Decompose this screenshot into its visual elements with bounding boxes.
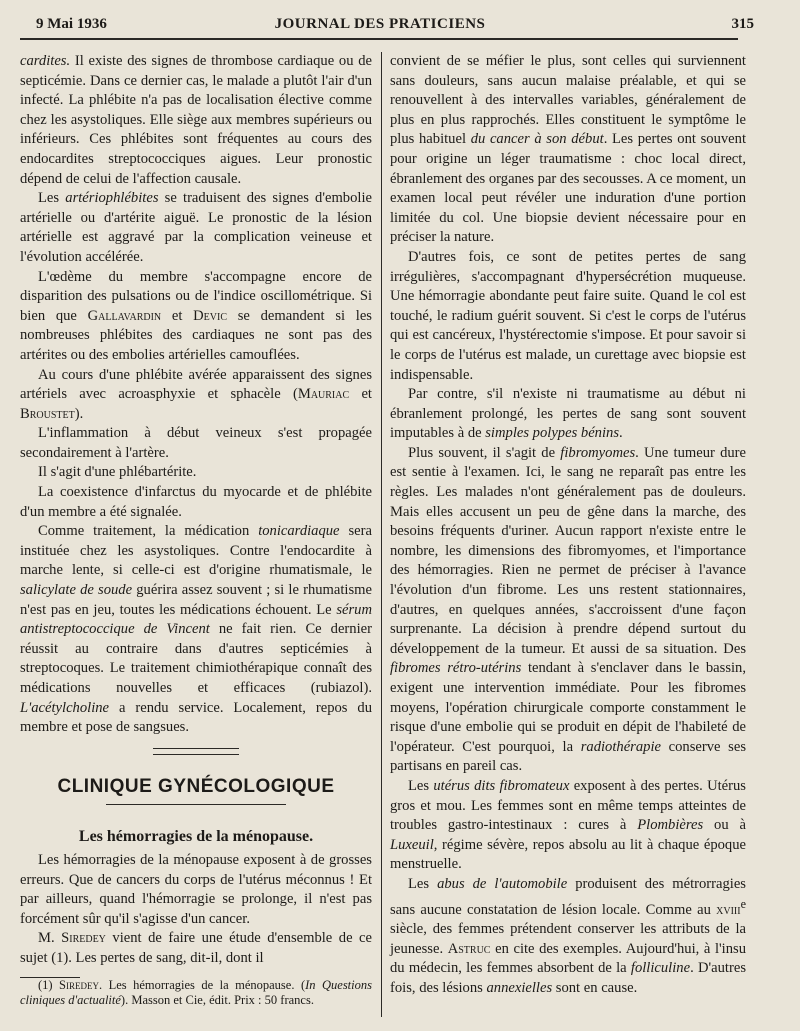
paragraph: L'inflammation à début veineux s'est propagée secondairement à l'artère. [20,425,372,461]
paragraph: Les utérus dits fibromateux exposent à des pertes. Utérus gros et mou. Les femmes sont en même temps atteintes de troubles gastro-intestinaux : cures à Plombières ou à Luxeuil, régime sévère, repos absolu au lit à chaque époque menstruelle. [390,777,746,873]
paragraph: Au cours d'une phlébite avérée apparaissent des signes artériels avec acroasphyxie et sphacèle (Mauriac et Broustet). [20,366,372,422]
section-title: CLINIQUE GYNÉCOLOGIQUE [57,775,335,797]
section-rule [106,804,286,805]
paragraph: Les abus de l'automobile produisent des métrorragies sans aucune constatation de lésion locale. Comme au xviii$^e$ siècle, des femmes prétendent conserver les attributs de la jeunesse. Astruc en cite des exemples. Aujourd'hui, à l'insu du médecin, les femmes absorbent de la folliculine. D'autres fois, des lésions annexielles sont en cause. [390,875,746,996]
paragraph: D'autres fois, ce sont de petites pertes de sang irrégulières, s'accompagnant d'hypersécrétion muqueuse. Une hémorragie abondante peut faire suite. Quand le col est touché, le radium guérit souvent. Si c'est le corps de l'utérus qui est cancéreux, l'hystérectomie s'impose. Et pour savoir si le corps de l'utérus est malade, un curettage avec biopsie est indispensable. [390,248,746,383]
double-rule-separator [153,748,239,755]
page-number: 315 [731,16,754,32]
paragraph: Il s'agit d'une phlébartérite. [38,464,197,481]
paragraph: cardites. Il existe des signes de thrombose cardiaque ou de septicémie. Dans ce dernier cas, le malade a plutôt l'air d'un infecté. La phlébite n'a pas de localisation élective comme chez les asystoliques. Elle siège aux membres supérieurs ou inférieurs. Ces phlébites sont fréquentes au cours des endocardites streptococciques aigues. Leur pronostic dépend de celui de l'affection causale. [20,53,372,187]
author-name: Gallavardin [87,307,162,324]
right-column [390,52,746,998]
author-name: Mauriac [297,386,350,403]
paragraph: Les artériophlébites se traduisent des signes d'embolie artérielle ou d'artérite aiguë. Le pronostic de la lésion artérielle est aggravé par la complication veineuse et l'évolution accélérée. [20,190,372,265]
column-divider [381,52,382,1017]
paragraph: Plus souvent, il s'agit de fibromyomes. Une tumeur dure est sentie à l'examen. Ici, le sang ne reparaît pas entre les règles. Les malades n'ont généralement pas de douleurs. Mais elles accusent un peu de gêne dans la marche, des besoins fréquents d'uriner. Aucun rapport n'existe entre le nombre, les dimensions des fibromyomes, et l'importance des hémorragies. Rien ne permet de préciser à l'avance l'évolution d'un fibrome. Les uns restent stationnaires, d'autres, en quelques années, s'accroissent d'une façon surprenante. La décision à prendre dépend surtout du développement de la tumeur. Et aussi de sa situation. Des fibromes rétro-utérins tendant à s'enclaver dans le bassin, exigent une intervention immédiate. Pour les fibromes moyens, l'opération chirurgicale comporte constamment le risque d'une embolie qui se produit en dépit de l'habileté de l'opérateur. C'est pourquoi, la radiothérapie conserve ses partisans en pareil cas. [390,444,747,775]
author-name: Devic [193,307,227,324]
paragraph: L'œdème du membre s'accompagne encore de disparition des pulsations ou de l'indice oscillométrique. Si bien que Gallavardin et Devic se demandent si les nombreuses phlébites des cardiaques ne sont pas des artérites ou des embolies artérielles camouflées. [20,268,372,363]
paragraph: Comme traitement, la médication tonicardiaque sera instituée chez les asystoliques. Contre l'endocardite à marche lente, si celle-ci est d'origine rhumatismale, le salicylate de soude guérira assez souvent ; si le rhumatisme n'est pas en jeu, toutes les médications échouent. Le sérum antistreptococcique de Vincent ne fait rien. Ce dernier réussit au contraire dans d'autres septicémies à streptocoques. Le traitement chimiothérapique connaît des médications nouvelles et efficaces (rubiazol). L'acétylcholine a rendu service. Localement, repos du membre et pose de sangsues. [20,523,372,736]
paragraph: Les hémorragies de la ménopause exposent à de grosses erreurs. Que de cancers du corps de l'utérus méconnus ! Et par ailleurs, quand l'hémorragie se prolonge, il n'est pas forcément sûr qu'il s'agisse d'un cancer. [20,851,372,927]
paragraph: La coexistence d'infarctus du myocarde et de phlébite d'un membre a été signalée. [20,484,372,520]
journal-title: JOURNAL DES PRATICIENS [274,16,486,32]
paragraph: Par contre, s'il n'existe ni traumatisme au début ni ébranlement prolongé, les pertes de sang sont souvent imputables à de simples polypes bénins. [390,386,746,442]
issue-date: 9 Mai 1936 [36,16,107,32]
paragraph: M. Siredey vient de faire une étude d'ensemble de ce sujet (1). Les pertes de sang, dit-il, dont il [20,930,372,966]
running-header [22,14,754,36]
header-rule [20,38,738,40]
paragraph: convient de se méfier le plus, sont celles qui surviennent sans douleurs, sans aucun malaise préalable, et qui se renouvellent à des intervalles variables, généralement de plus en plus rapprochés. Elles constituent le symptôme le plus habituel du cancer à son début. Les pertes ont souvent pour origine un léger traumatisme : choc local direct, ébranlement des organes par des secousses. A ce moment, un examen local peut révéler une induration d'une portion limitée du col. Une biopsie devient nécessaire pour en préciser la nature. [390,53,746,246]
author-name: Astruc [447,940,491,957]
article-title: Les hémorragies de la ménopause. [78,828,314,846]
left-column [20,52,372,1008]
author-name: Siredey [61,930,106,947]
author-name: Broustet [20,405,75,422]
footnote: (1) Siredey. Les hémorragies de la ménopause. (In Questions cliniques d'actualité). Masson et Cie, édit. Prix : 50 francs. [20,977,372,1007]
